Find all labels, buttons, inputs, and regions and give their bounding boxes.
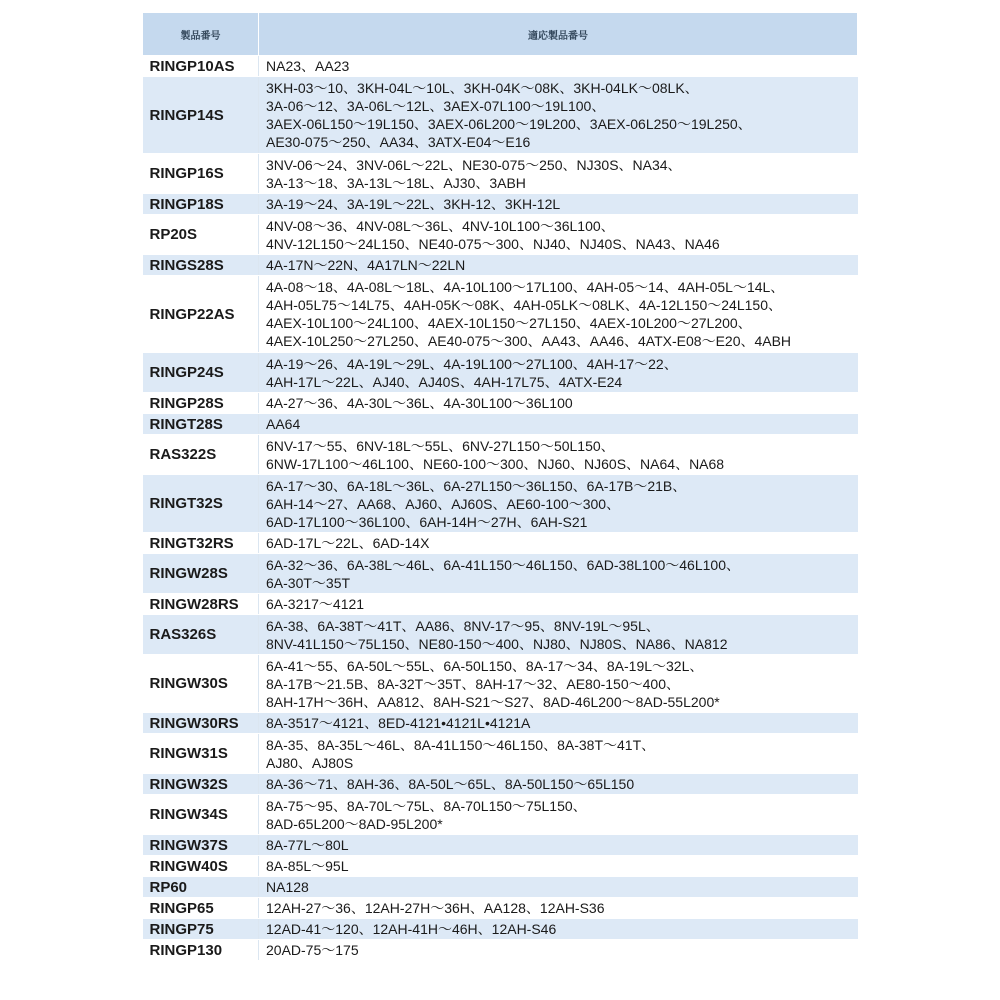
product-number-cell: RINGW31S bbox=[143, 734, 259, 774]
compatible-products-line: 8AH-17H～36H、AA812、8AH-S21～S27、8AD-46L200～8AD-55L200* bbox=[266, 693, 720, 710]
compatible-products-line: 8A-77L～80L bbox=[266, 837, 349, 853]
product-number-cell: RINGP65 bbox=[143, 898, 259, 919]
compatible-products-line: 6NV-17～55、6NV-18L～55L、6NV-27L150～50L150、 bbox=[266, 437, 615, 454]
compatible-products-line: 12AD-41～120、12AH-41H～46H、12AH-S46 bbox=[266, 921, 557, 937]
table-row bbox=[143, 919, 858, 940]
compatible-products-cell bbox=[259, 533, 858, 554]
compatible-products-cell bbox=[259, 594, 858, 615]
table-row bbox=[143, 414, 858, 435]
product-number-cell: RINGW28S bbox=[143, 554, 259, 594]
compatible-products-line: 4A-17N～22N、4A17LN～22LN bbox=[266, 257, 466, 273]
compatible-products-cell bbox=[259, 940, 858, 961]
table-row bbox=[143, 835, 858, 856]
table-row bbox=[143, 475, 858, 533]
compatible-products-line: 8A-35、8A-35L～46L、8A-41L150～46L150、8A-38T～41T、 bbox=[266, 736, 656, 753]
compatible-products-line: 4AEX-10L250～27L250、AE40-075～300、AA43、AA46、4ATX-E08～E20、4ABH bbox=[266, 333, 792, 349]
compatible-products-cell bbox=[259, 713, 858, 734]
table-row bbox=[143, 255, 858, 276]
compatible-products-line: 6AD-17L100～36L100、6AH-14H～27H、6AH-S21 bbox=[266, 513, 588, 530]
header-product-number: 製品番号 bbox=[143, 13, 259, 56]
compatible-products-line: 4NV-12L150～24L150、NE40-075～300、NJ40、NJ40S、NA43、NA46 bbox=[266, 235, 720, 252]
table-row bbox=[143, 276, 858, 353]
compatible-products-line: 6A-41～55、6A-50L～55L、6A-50L150、8A-17～34、8A-19L～32L、 bbox=[266, 657, 704, 674]
compatible-products-line: 6AH-14～27、AA68、AJ60、AJ60S、AE60-100～300、 bbox=[266, 495, 621, 512]
table-body bbox=[143, 56, 858, 961]
compatible-products-line: 6A-38、6A-38T～41T、AA86、8NV-17～95、8NV-19L～95L、 bbox=[266, 617, 660, 634]
product-number-cell: RINGT32RS bbox=[143, 533, 259, 554]
table-row bbox=[143, 877, 858, 898]
compatible-products-line: 3A-19～24、3A-19L～22L、3KH-12、3KH-12L bbox=[266, 196, 561, 212]
table-row bbox=[143, 353, 858, 393]
table-row bbox=[143, 734, 858, 774]
table-row bbox=[143, 154, 858, 194]
product-number-cell: RINGP14S bbox=[143, 77, 259, 154]
compatible-products-line: NA23、AA23 bbox=[266, 58, 350, 74]
compatible-products-line: 3KH-03～10、3KH-04L～10L、3KH-04K～08K、3KH-04LK～08LK、 bbox=[266, 80, 699, 96]
table-row bbox=[143, 554, 858, 594]
compatible-products-cell bbox=[259, 56, 858, 77]
compatible-products-cell bbox=[259, 435, 858, 475]
compatible-products-cell bbox=[259, 774, 858, 795]
compatible-products-cell bbox=[259, 554, 858, 594]
product-number-cell: RP60 bbox=[143, 877, 259, 898]
table-row bbox=[143, 655, 858, 713]
compatible-products-line: 3AEX-06L150～19L150、3AEX-06L200～19L200、3AEX-06L250～19L250、 bbox=[266, 116, 752, 132]
product-number-cell: RAS326S bbox=[143, 615, 259, 655]
table-row bbox=[143, 393, 858, 414]
compatible-products-cell bbox=[259, 919, 858, 940]
header-row bbox=[143, 13, 858, 56]
compatible-products-line: 6AD-17L～22L、6AD-14X bbox=[266, 535, 430, 551]
product-number-cell: RINGW37S bbox=[143, 835, 259, 856]
product-number-cell: RAS322S bbox=[143, 435, 259, 475]
compatible-products-cell bbox=[259, 898, 858, 919]
table-row bbox=[143, 533, 858, 554]
table-row bbox=[143, 615, 858, 655]
compatible-products-line: 4AH-17L～22L、AJ40、AJ40S、4AH-17L75、4ATX-E24 bbox=[266, 373, 623, 390]
compatible-products-cell bbox=[259, 215, 858, 255]
compatible-products-cell bbox=[259, 353, 858, 393]
table-row bbox=[143, 774, 858, 795]
compatible-products-line: 20AD-75～175 bbox=[266, 942, 359, 958]
header-compatible-products: 適応製品番号 bbox=[259, 13, 858, 56]
compatible-products-cell bbox=[259, 255, 858, 276]
compatible-products-line: 4AH-05L75～14L75、4AH-05K～08K、4AH-05LK～08LK、4A-12L150～24L150、 bbox=[266, 297, 782, 313]
compatible-products-line: 8A-17B～21.5B、8A-32T～35T、8AH-17～32、AE80-150～400、 bbox=[266, 675, 680, 692]
compatible-products-line: AJ80、AJ80S bbox=[266, 754, 354, 771]
compatible-products-cell bbox=[259, 795, 858, 835]
compatible-products-line: 8NV-41L150～75L150、NE80-150～400、NJ80、NJ80S、NA86、NA812 bbox=[266, 635, 728, 652]
table-row bbox=[143, 898, 858, 919]
table-row bbox=[143, 194, 858, 215]
compatible-products-line: 4NV-08～36、4NV-08L～36L、4NV-10L100～36L100、 bbox=[266, 217, 615, 234]
compatible-products-cell bbox=[259, 475, 858, 533]
compatible-products-line: 12AH-27～36、12AH-27H～36H、AA128、12AH-S36 bbox=[266, 900, 605, 916]
table-row bbox=[143, 594, 858, 615]
table-row bbox=[143, 435, 858, 475]
product-number-cell: RINGW40S bbox=[143, 856, 259, 877]
product-number-cell: RINGP22AS bbox=[143, 276, 259, 353]
compatible-products-line: 8A-3517～4121、8ED-4121•4121L•4121A bbox=[266, 715, 531, 731]
compatible-products-cell bbox=[259, 655, 858, 713]
compatible-products-line: 6NW-17L100～46L100、NE60-100～300、NJ60、NJ60S、NA64、NA68 bbox=[266, 455, 725, 472]
compatible-products-cell bbox=[259, 734, 858, 774]
product-number-cell: RINGP75 bbox=[143, 919, 259, 940]
compatible-products-cell bbox=[259, 276, 858, 353]
compatible-products-line: 4AEX-10L100～24L100、4AEX-10L150～27L150、4AEX-10L200～27L200、 bbox=[266, 315, 752, 331]
product-number-cell: RINGS28S bbox=[143, 255, 259, 276]
product-number-cell: RINGW30S bbox=[143, 655, 259, 713]
product-number-cell: RINGW32S bbox=[143, 774, 259, 795]
table-row bbox=[143, 940, 858, 961]
compatible-products-line: AE30-075～250、AA34、3ATX-E04～E16 bbox=[266, 134, 531, 150]
product-number-cell: RINGP130 bbox=[143, 940, 259, 961]
product-number-cell: RINGW30RS bbox=[143, 713, 259, 734]
product-number-cell: RINGP28S bbox=[143, 393, 259, 414]
compatible-products-line: 8A-36～71、8AH-36、8A-50L～65L、8A-50L150～65L150 bbox=[266, 776, 635, 792]
table-row bbox=[143, 77, 858, 154]
compatible-products-cell bbox=[259, 414, 858, 435]
product-table-container bbox=[142, 12, 857, 961]
product-number-cell: RINGP18S bbox=[143, 194, 259, 215]
compatible-products-cell bbox=[259, 856, 858, 877]
compatible-products-line: 4A-19～26、4A-19L～29L、4A-19L100～27L100、4AH-17～22、 bbox=[266, 355, 678, 372]
compatible-products-line: 3A-13～18、3A-13L～18L、AJ30、3ABH bbox=[266, 174, 526, 191]
product-number-cell: RINGP16S bbox=[143, 154, 259, 194]
compatible-products-line: NA128 bbox=[266, 879, 309, 895]
product-number-cell: RINGP10AS bbox=[143, 56, 259, 77]
product-number-cell: RINGP24S bbox=[143, 353, 259, 393]
product-number-cell: RINGT32S bbox=[143, 475, 259, 533]
compatible-products-cell bbox=[259, 393, 858, 414]
compatible-products-line: AA64 bbox=[266, 416, 301, 432]
table-row bbox=[143, 56, 858, 77]
compatible-products-line: 4A-08～18、4A-08L～18L、4A-10L100～17L100、4AH-05～14、4AH-05L～14L、 bbox=[266, 279, 785, 295]
compatible-products-cell bbox=[259, 154, 858, 194]
compatible-products-cell bbox=[259, 615, 858, 655]
compatible-products-line: 6A-17～30、6A-18L～36L、6A-27L150～36L150、6A-17B～21B、 bbox=[266, 477, 687, 494]
table-row bbox=[143, 856, 858, 877]
product-number-cell: RP20S bbox=[143, 215, 259, 255]
compatible-products-line: 4A-27～36、4A-30L～36L、4A-30L100～36L100 bbox=[266, 395, 573, 411]
table-row bbox=[143, 713, 858, 734]
compatible-products-cell bbox=[259, 835, 858, 856]
product-number-cell: RINGW28RS bbox=[143, 594, 259, 615]
compatible-products-line: 8A-85L～95L bbox=[266, 858, 349, 874]
compatible-products-line: 6A-32～36、6A-38L～46L、6A-41L150～46L150、6AD-38L100～46L100、 bbox=[266, 556, 740, 573]
compatible-products-line: 8A-75～95、8A-70L～75L、8A-70L150～75L150、 bbox=[266, 797, 587, 814]
compatible-products-cell bbox=[259, 77, 858, 154]
compatible-products-cell bbox=[259, 877, 858, 898]
table-row bbox=[143, 215, 858, 255]
table-row bbox=[143, 795, 858, 835]
compatible-products-line: 8AD-65L200～8AD-95L200* bbox=[266, 815, 443, 832]
compatibility-table bbox=[142, 12, 858, 961]
compatible-products-line: 3NV-06～24、3NV-06L～22L、NE30-075～250、NJ30S、NA34、 bbox=[266, 156, 682, 173]
compatible-products-cell bbox=[259, 194, 858, 215]
product-number-cell: RINGT28S bbox=[143, 414, 259, 435]
compatible-products-line: 6A-30T～35T bbox=[266, 574, 351, 591]
compatible-products-line: 6A-3217～4121 bbox=[266, 596, 365, 612]
product-number-cell: RINGW34S bbox=[143, 795, 259, 835]
compatible-products-line: 3A-06～12、3A-06L～12L、3AEX-07L100～19L100、 bbox=[266, 98, 606, 114]
